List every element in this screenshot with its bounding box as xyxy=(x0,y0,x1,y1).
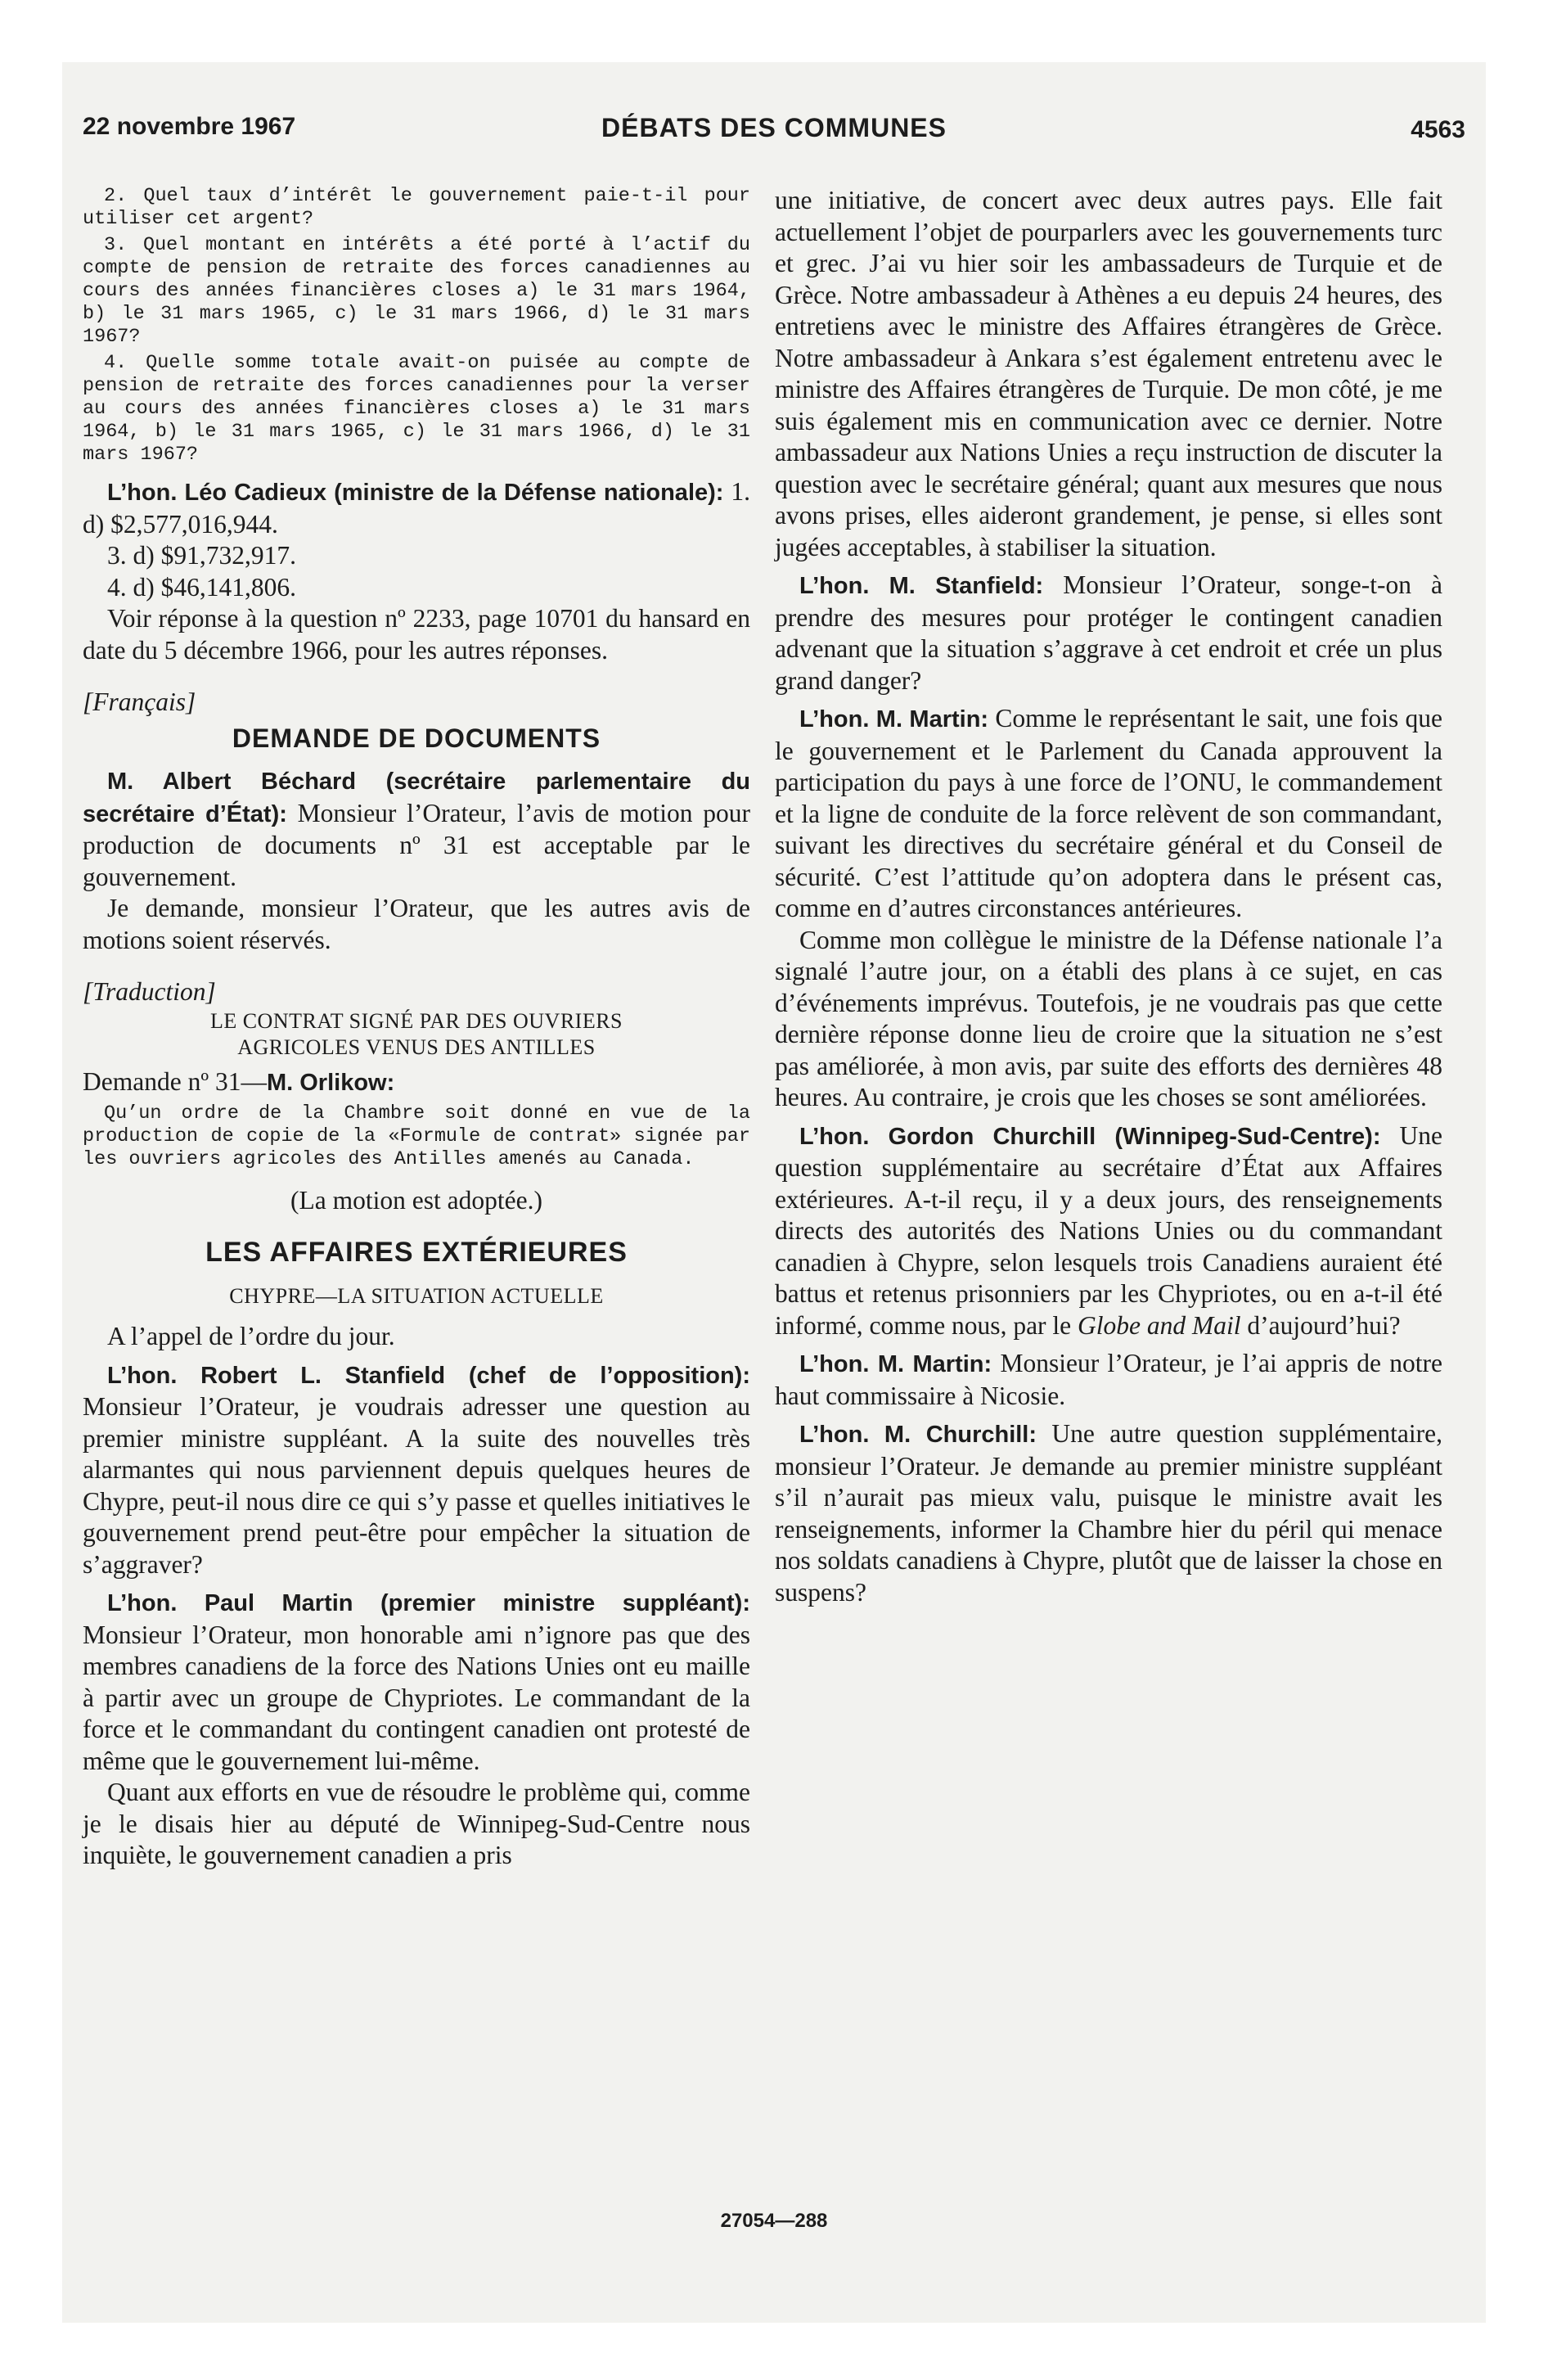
martin-3-text: Monsieur l’Orateur, je l’ai appris de notre haut commissaire à Nicosie. xyxy=(775,1349,1443,1410)
churchill-text-b: d’aujourd’hui? xyxy=(1247,1310,1401,1340)
speaker-martin-3: L’hon. M. Martin: xyxy=(799,1351,992,1377)
page-sheet xyxy=(62,62,1486,2323)
subheading-chypre: CHYPRE—LA SITUATION ACTUELLE xyxy=(229,1284,604,1308)
martin-text: Monsieur l’Orateur, mon honorable ami n’ignore pas que des membres canadiens de la force des Nations Unies ont eu maille à partir avec un groupe de Chypriotes. Le commandant de la force et le commandant du contingent canadien ont protesté de même que le gouvernement lui-même. xyxy=(83,1620,750,1775)
speaker-martin-2: L’hon. M. Martin: xyxy=(799,706,989,732)
heading-contrat-line-1: LE CONTRAT SIGNÉ PAR DES OUVRIERS xyxy=(209,1009,623,1033)
speaker-stanfield-2: L’hon. M. Stanfield: xyxy=(799,573,1044,599)
churchill-2-paragraph xyxy=(775,1418,1442,1608)
appel-ordre-du-jour: A l’appel de l’ordre du jour. xyxy=(107,1322,395,1350)
left-column xyxy=(83,185,750,1872)
martin-2-paragraph xyxy=(775,703,1442,925)
cadieux-answer-4: 4. d) $46,141,806. xyxy=(107,572,296,602)
martin-2-paragraph-2: Comme mon collègue le ministre de la Défense nationale l’a signalé l’autre jour, on a établi des plans à ce sujet, en cas d’événements imprévus. Toutefois, je ne voudrais pas que cette dernière réponse donne lieu de croire que la situation ne s’est pas améliorée, à mon avis, par suite des efforts des dernières 48 heures. Au contraire, je crois que les choses se sont améliorées. xyxy=(775,925,1442,1111)
martin-paragraph xyxy=(83,1587,750,1777)
bechard-paragraph xyxy=(83,765,750,893)
stanfield-paragraph xyxy=(83,1359,750,1581)
cadieux-answer-1: 1. d) $2,577,016,944. xyxy=(83,477,751,539)
martin-3-paragraph xyxy=(775,1348,1442,1412)
speaker-bechard: M. Albert Béchard (secrétaire parlementaire du secrétaire d’État): xyxy=(83,769,750,827)
heading-contrat-line-2: AGRICOLES VENUS DES ANTILLES xyxy=(237,1035,596,1059)
header-page-number: 4563 xyxy=(1411,116,1465,143)
stanfield-2-text: Monsieur l’Orateur, songe-t-on à prendre des mesures pour protéger le contingent canadien advenant que la situation s’aggrave à cet endroit et crée un plus grand danger? xyxy=(775,570,1442,695)
cadieux-answer xyxy=(83,476,750,540)
newspaper-title: Globe and Mail xyxy=(1078,1310,1241,1340)
cadieux-answer-3: 3. d) $91,732,917. xyxy=(107,541,296,570)
question-4: 4. Quelle somme totale avait-on puisée au compte de pension de retraite des forces canadiennes pour la verser au cours des années financières closes a) le 31 mars 1964, b) le 31 mars 1965, c) le 31 mars 1966, d) le 31 mars 1967? xyxy=(83,352,750,466)
footer-code: 27054—288 xyxy=(720,2210,828,2232)
speaker-churchill: L’hon. Gordon Churchill (Winnipeg-Sud-Centre): xyxy=(799,1123,1381,1150)
question-2: 2. Quel taux d’intérêt le gouvernement paie-t-il pour utiliser cet argent? xyxy=(83,185,750,230)
martin-paragraph-2: Quant aux efforts en vue de résoudre le problème qui, comme je le disais hier au député de Winnipeg-Sud-Centre nous inquiète, le gouvernement canadien a pris xyxy=(83,1778,750,1869)
martin-2-text: Comme le représentant le sait, une fois que le gouvernement et le Parlement du Canada approuvent la participation du pays à une force de l’ONU, le commandement et la ligne de conduite de la force relèvent de son commandant, suivant les directives du secrétaire général et du Conseil de sécurité. C’est l’attitude qu’on adoptera dans le présent cas, comme en d’autres circonstances antérieures. xyxy=(775,704,1442,922)
continued-paragraph: une initiative, de concert avec deux autres pays. Elle fait actuellement l’objet de pourparlers avec les gouvernements turc et grec. J’ai vu hier soir les ambassadeurs de Turquie et de Grèce. Notre ambassadeur à Athènes a eu depuis 24 heures, des entretiens avec le ministre des Affaires étrangères de Grèce. Notre ambassadeur à Ankara s’est également entretenu avec le ministre des Affaires étrangères de Turquie. De mon côté, je me suis également mis en communication avec ce dernier. Notre ambassadeur aux Nations Unies a reçu instruction de discuter la question avec le secrétaire général; quant aux mesures que nous avons prises, elles aideront grandement, je pense, si elles sont jugées acceptables, à stabiliser la situation. xyxy=(775,186,1442,561)
churchill-2-text: Une autre question supplémentaire, monsieur l’Orateur. Je demande au premier ministre suppléant s’il n’aurait pas mieux valu, puisque le ministre avait les renseignements, informer la Chambre hier du péril qui menace nos soldats canadiens à Chypre, plutôt que de laisser la chose en suspens? xyxy=(775,1419,1443,1607)
stanfield-text: Monsieur l’Orateur, je voudrais adresser une question au premier ministre suppléant. A la suite des nouvelles très alarmantes qui nous parviennent depuis quelques heures de Chypre, peut-il nous dire ce qui s’y passe et quelles initiatives le gouvernement prend peut-être pour empêcher la situation de s’aggraver? xyxy=(83,1392,750,1579)
page-header xyxy=(83,113,1465,154)
right-column xyxy=(775,185,1442,1608)
cadieux-voir: Voir réponse à la question nº 2233, page 10701 du hansard en date du 5 décembre 1966, pour les autres réponses. xyxy=(83,604,750,665)
churchill-paragraph xyxy=(775,1120,1442,1342)
speaker-stanfield: L’hon. Robert L. Stanfield (chef de l’opposition): xyxy=(107,1362,750,1389)
demande-text: Demande nº 31— xyxy=(83,1067,267,1096)
lang-francais: [Français] xyxy=(83,687,196,716)
ordre-de-la-chambre: Qu’un ordre de la Chambre soit donné en vue de la production de copie de la «Formule de contrat» signée par les ouvriers agricoles des Antilles amenés au Canada. xyxy=(83,1102,750,1170)
churchill-text-a: Une question supplémentaire au secrétaire d’État aux Affaires extérieures. A-t-il reçu, il y a deux jours, des renseignements directs des autorités des Nations Unies ou du commandant canadien à Chypre, selon lesquels trois Canadiens auraient été battus et retenus prisonniers par les Chypriotes, ou en a-t-il été informé, comme nous, par le xyxy=(775,1120,1443,1340)
header-date: 22 novembre 1967 xyxy=(83,113,296,140)
bechard-text: Monsieur l’Orateur, l’avis de motion pour production de documents nº 31 est acceptable par le gouvernement. xyxy=(83,798,751,891)
bechard-paragraph-2: Je demande, monsieur l’Orateur, que les autres avis de motions soient réservés. xyxy=(83,894,750,954)
motion-adopted: (La motion est adoptée.) xyxy=(290,1186,542,1215)
question-3: 3. Quel montant en intérêts a été porté à l’actif du compte de pension de retraite des forces canadiennes au cours des années financières closes a) le 31 mars 1964, b) le 31 mars 1965, c) le 31 mars 1966, d) le 31 mars 1967? xyxy=(83,234,750,348)
demande-line xyxy=(83,1066,750,1099)
header-title: DÉBATS DES COMMUNES xyxy=(601,113,947,142)
speaker-martin: L’hon. Paul Martin (premier ministre suppléant): xyxy=(107,1590,750,1616)
speaker-orlikow: M. Orlikow: xyxy=(266,1070,395,1096)
speaker-churchill-2: L’hon. M. Churchill: xyxy=(799,1422,1037,1448)
lang-traduction: [Traduction] xyxy=(83,977,216,1006)
heading-demande-documents: DEMANDE DE DOCUMENTS xyxy=(232,723,601,753)
heading-affaires-exterieures: LES AFFAIRES EXTÉRIEURES xyxy=(205,1237,628,1268)
speaker-cadieux: L’hon. Léo Cadieux (ministre de la Défense nationale): xyxy=(107,480,724,506)
stanfield-2-paragraph xyxy=(775,570,1442,696)
